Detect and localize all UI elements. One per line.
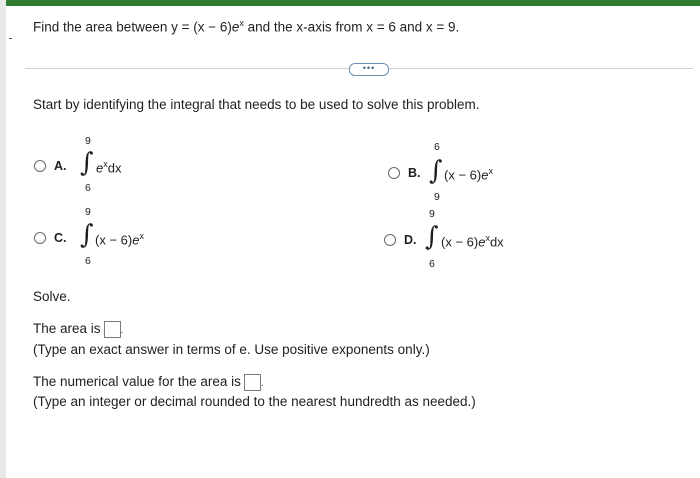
option-d-radio[interactable] — [384, 234, 396, 246]
option-c-radio[interactable] — [34, 232, 46, 244]
option-d-lower-limit: 6 — [429, 258, 435, 270]
question-text — [33, 18, 459, 35]
left-scroll-gutter — [0, 0, 6, 478]
option-c[interactable] — [33, 202, 203, 268]
option-b-upper-limit: 6 — [434, 141, 440, 153]
option-b-radio[interactable] — [388, 167, 400, 179]
numeric-period: . — [260, 378, 264, 389]
question-exp-power: x — [239, 18, 244, 28]
solve-label: Solve. — [33, 289, 71, 304]
option-c-integral-sign: ∫ — [80, 220, 94, 250]
option-a-radio[interactable] — [34, 160, 46, 172]
instruction-text: Start by identifying the integral that needs to be used to solve this problem. — [33, 97, 480, 112]
area-hint: (Type an exact answer in terms of e. Use positive exponents only.) — [33, 342, 430, 357]
area-label: The area is — [33, 321, 101, 336]
area-answer-line — [33, 321, 123, 338]
option-a-integral-sign: ∫ — [80, 148, 94, 178]
area-period: . — [120, 325, 124, 336]
option-b-power: x — [488, 166, 493, 176]
option-d[interactable] — [383, 204, 573, 270]
numeric-hint: (Type an integer or decimal rounded to the nearest hundredth as needed.) — [33, 394, 476, 409]
option-a-integrand-post: dx — [107, 160, 122, 176]
option-b-letter: B. — [408, 166, 421, 180]
option-c-upper-limit: 9 — [85, 206, 91, 218]
option-a-lower-limit: 6 — [85, 182, 91, 194]
option-c-lower-limit: 6 — [85, 255, 91, 267]
option-c-integrand-pre: (x − 6) — [95, 232, 133, 248]
question-suffix: and the x-axis from x = 6 and x = 9. — [243, 19, 460, 35]
area-answer-input[interactable] — [104, 321, 121, 338]
option-b-integral-sign: ∫ — [429, 156, 443, 186]
option-a-integrand — [96, 159, 121, 175]
option-d-integrand — [441, 233, 504, 249]
option-a-upper-limit: 9 — [85, 135, 91, 147]
option-b-lower-limit: 9 — [434, 191, 440, 203]
option-c-letter: C. — [54, 231, 67, 245]
option-d-letter: D. — [404, 233, 417, 247]
option-b[interactable] — [387, 136, 557, 202]
option-d-base: e — [478, 234, 486, 250]
option-a-letter: A. — [54, 159, 67, 173]
gutter-tick — [9, 38, 12, 39]
more-button[interactable]: ••• — [349, 63, 389, 76]
option-c-base: e — [132, 232, 140, 248]
option-d-power: x — [485, 233, 490, 243]
option-d-integrand-post: dx — [489, 234, 504, 250]
option-a-power: x — [103, 159, 108, 169]
option-b-integrand — [444, 166, 493, 182]
option-d-integrand-pre: (x − 6) — [441, 234, 479, 250]
option-b-base: e — [481, 167, 489, 183]
question-exp-base: e — [231, 19, 240, 35]
option-c-power: x — [139, 231, 144, 241]
option-b-integrand-pre: (x − 6) — [444, 167, 482, 183]
option-a-base: e — [96, 160, 104, 176]
top-accent-strip — [0, 0, 700, 6]
numeric-answer-line — [33, 374, 264, 391]
option-c-integrand — [95, 231, 144, 247]
option-d-integral-sign: ∫ — [425, 222, 439, 252]
option-d-upper-limit: 9 — [429, 208, 435, 220]
option-a[interactable] — [33, 130, 183, 192]
question-prefix: Find the area between y = (x − 6) — [33, 19, 232, 35]
numeric-label: The numerical value for the area is — [33, 374, 241, 389]
numeric-answer-input[interactable] — [244, 374, 261, 391]
